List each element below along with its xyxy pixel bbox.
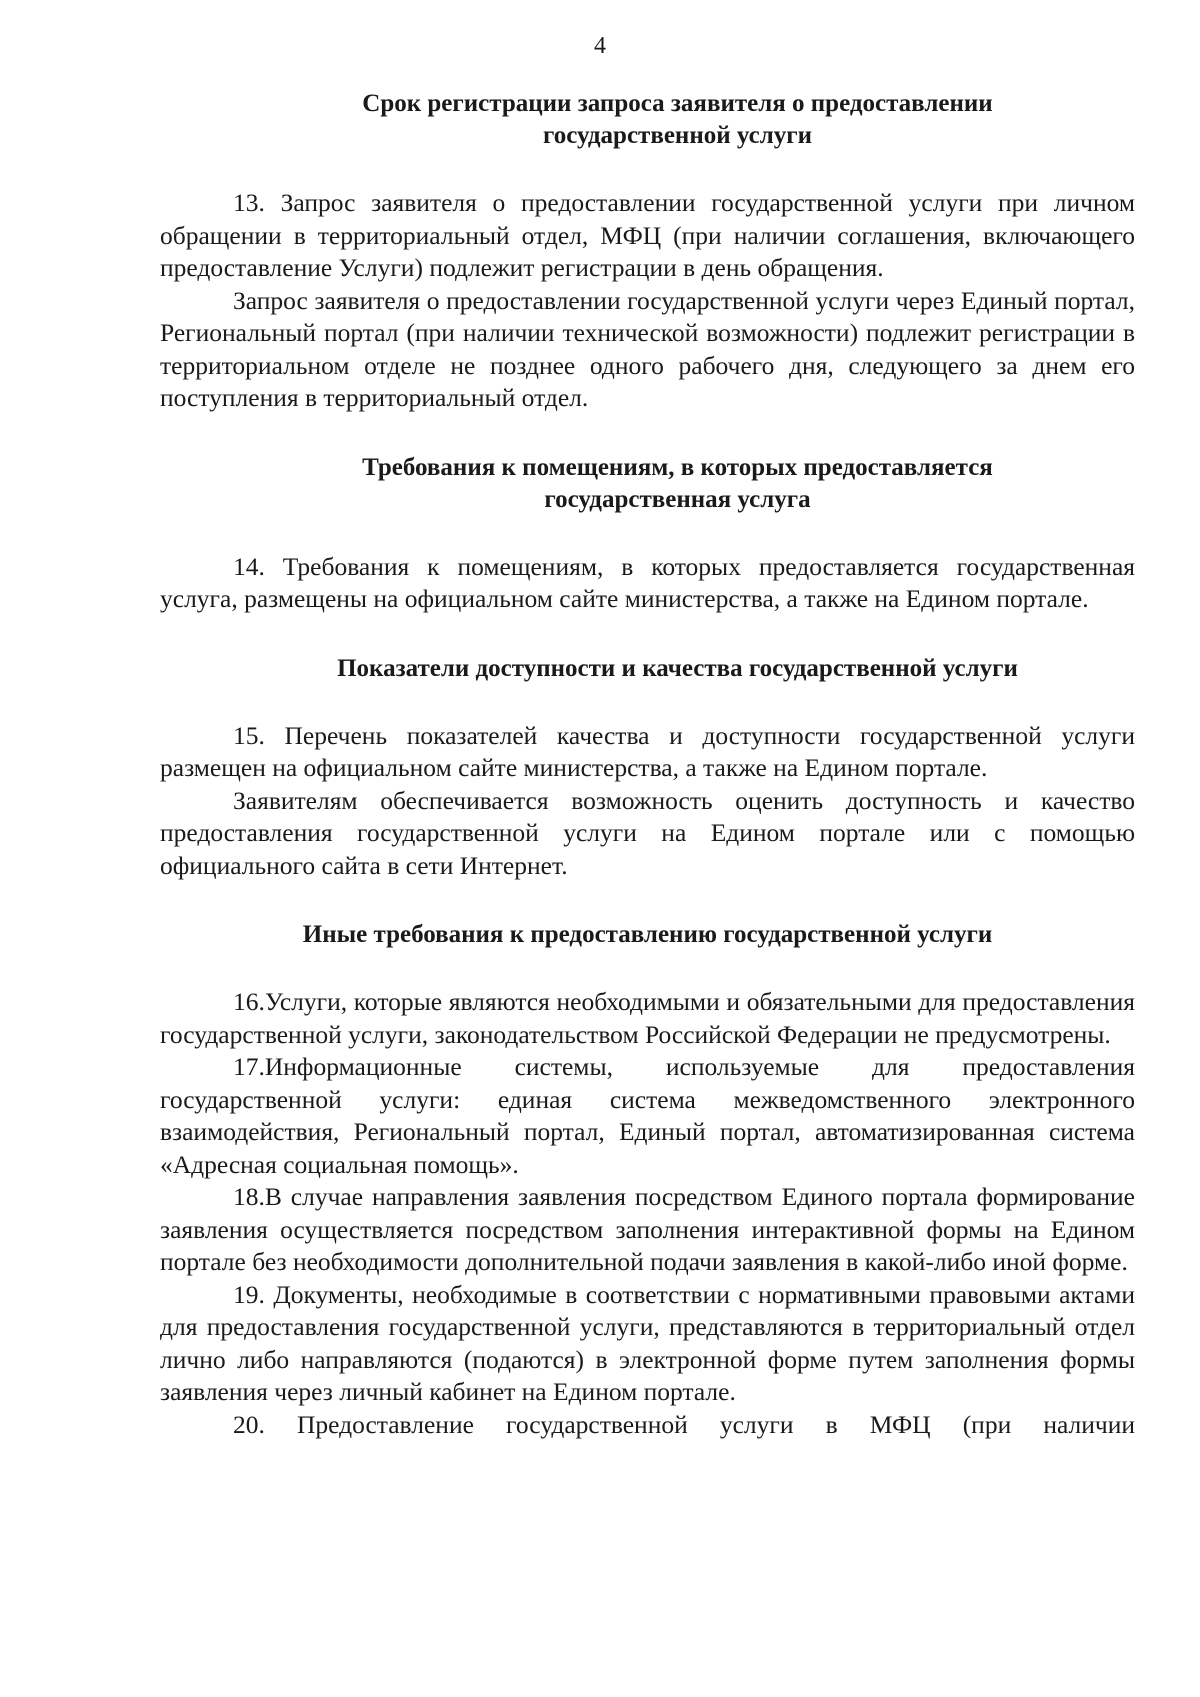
paragraph-15-cont: Заявителям обеспечивается возможность оценить доступность и качество предоставления государственной услуги на Едином портале или с помощью официального сайта в сети Интернет. [160, 785, 1135, 880]
section-other-requirements [160, 919, 1135, 1441]
paragraph-18: 18.В случае направления заявления посредством Единого портала формирование заявления осуществляется посредством заполнения интерактивной формы на Едином портале без необходимости дополнительной подачи заявления в какой-либо иной форме. [160, 1182, 1135, 1276]
paragraph-17: 17.Информационные системы, используемые для предоставления государственной услуги: единая система межведомственного электронного взаимодействия, Региональный портал, Единый портал, автоматизированная система «Адресная социальная помощь». [160, 1052, 1135, 1179]
paragraph-14: 14. Требования к помещениям, в которых предоставляется государственная услуга, размещены на официальном сайте министерства, а также на Едином портале. [160, 551, 1135, 613]
section-heading-line: Требования к помещениям, в которых предоставляется [362, 453, 993, 481]
section-premises-requirements [160, 452, 1135, 616]
paragraph-20: 20. Предоставление государственной услуги в МФЦ (при наличии [233, 1409, 1135, 1439]
section-heading-line: государственной услуги [542, 122, 813, 149]
paragraph-19: 19. Документы, необходимые в соответствии с нормативными правовыми актами для предоставления государственной услуги, представляются в территориальный отдел лично либо направляются (подаются) в электронной форме путем заполнения формы заявления через личный кабинет на Едином портале. [160, 1279, 1135, 1406]
section-heading-line: Показатели доступности и качества государственной услуги [337, 654, 1018, 682]
section-heading-line: государственная услуга [544, 485, 811, 513]
document-body [160, 88, 1135, 1441]
section-accessibility-quality [160, 653, 1135, 883]
paragraph-13: 13. Запрос заявителя о предоставлении государственной услуги при личном обращении в территориальный отдел, МФЦ (при наличии соглашения, включающего предоставление Услуги) подлежит регистрации в день обращения. [160, 188, 1135, 282]
section-heading-line: Иные требования к предоставлению государственной услуги [302, 921, 993, 948]
section-registration-term [160, 88, 1135, 415]
paragraph-15: 15. Перечень показателей качества и доступности государственной услуги размещен на официальном сайте министерства, а также на Едином портале. [160, 720, 1135, 782]
paragraph-13-cont: Запрос заявителя о предоставлении государственной услуги через Единый портал, Региональный портал (при наличии технической возможности) подлежит регистрации в территориальном отделе не позднее одного рабочего дня, следующего за днем его поступления в территориальный отдел. [160, 285, 1135, 412]
paragraph-16: 16.Услуги, которые являются необходимыми и обязательными для предоставления государственной услуги, законодательством Российской Федерации не предусмотрены. [160, 987, 1135, 1049]
page-number: 4 [594, 33, 606, 59]
section-heading-line: Срок регистрации запроса заявителя о предоставлении [362, 90, 993, 117]
